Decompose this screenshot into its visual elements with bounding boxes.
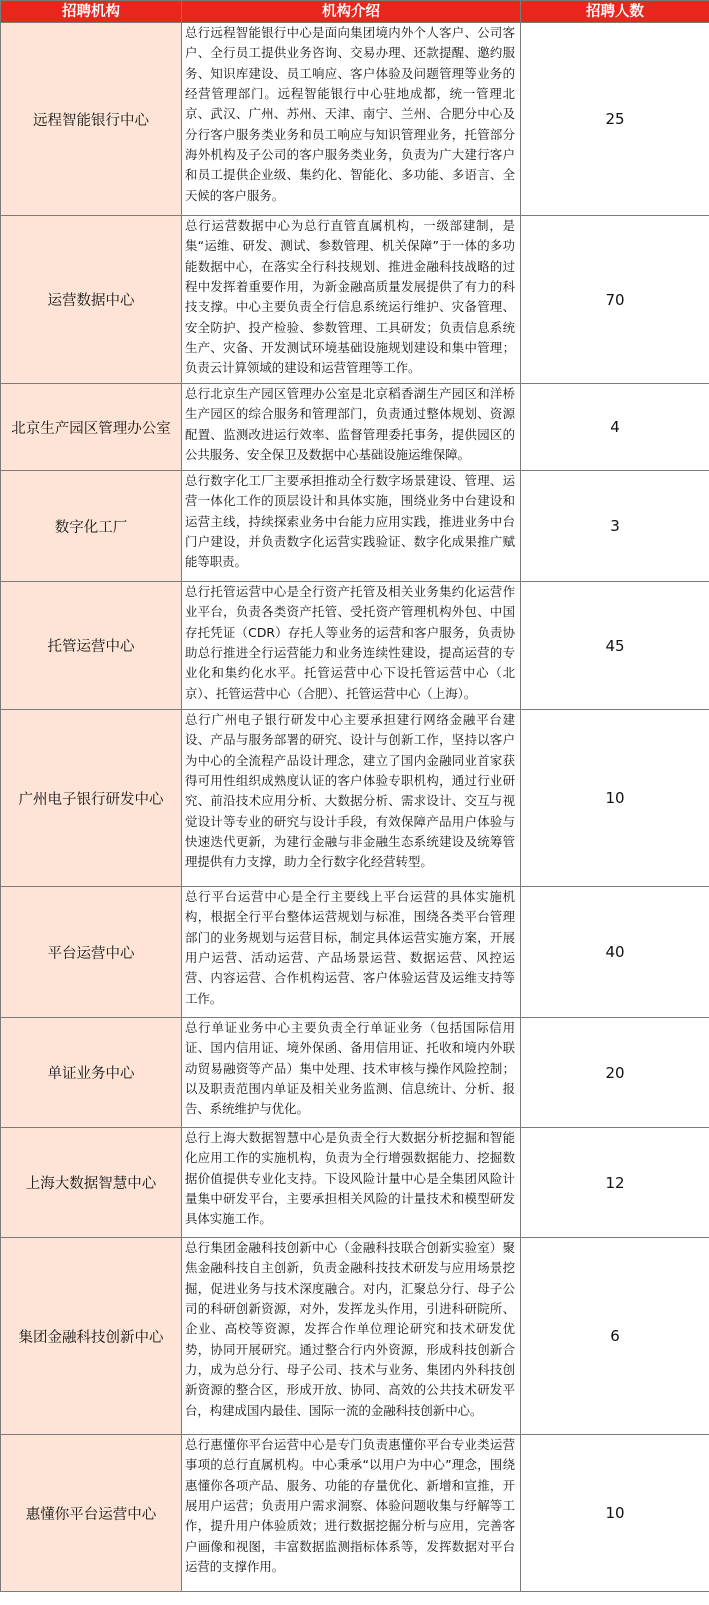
org-name: 惠懂你平台运营中心 bbox=[1, 1435, 182, 1592]
org-description: 总行广州电子银行研发中心主要承担建行网络金融平台建设、产品与服务部署的研究、设计与创新工作，坚持以客户为中心的全流程产品设计理念，建立了国内金融同业首家获得可用性组织成熟度认证的客户体验专职机构，通过行业研究、前沿技术应用分析、大数据分析、需求设计、交互与视觉设计等专业的研究与设计手段，有效保障产品用户体验与快速迭代更新，为建行金融与非金融生态系统建设及统筹管理提供有力支撑，助力全行数字化经营转型。 bbox=[182, 710, 521, 887]
hiring-count: 4 bbox=[521, 384, 709, 471]
org-name: 集团金融科技创新中心 bbox=[1, 1238, 182, 1435]
org-description: 总行北京生产园区管理办公室是北京稻香湖生产园区和洋桥生产园区的综合服务和管理部门，负责通过整体规划、资源配置、监测改进运行效率、监督管理委托事务，提供园区的公共服务、安全保卫及数据中心基础设施运维保障。 bbox=[182, 384, 521, 471]
org-name: 单证业务中心 bbox=[1, 1018, 182, 1128]
org-description: 总行远程智能银行中心是面向集团境内外个人客户、公司客户、全行员工提供业务咨询、交易办理、还款提醒、邀约服务、知识库建设、员工响应、客户体验及问题管理等业务的经营管理部门。远程智能银行中心驻地成都，统一管理北京、武汉、广州、苏州、天津、南宁、兰州、合肥分中心及分行客户服务类业务和员工响应与知识管理业务，托管部分海外机构及子公司的客户服务类业务，负责为广大建行客户和员工提供企业级、集约化、智能化、多功能、多语言、全天候的客户服务。 bbox=[182, 23, 521, 216]
hiring-count: 70 bbox=[521, 216, 709, 384]
table-row bbox=[1, 471, 709, 582]
table-row bbox=[1, 1018, 709, 1128]
org-name: 远程智能银行中心 bbox=[1, 23, 182, 216]
table-header-row bbox=[1, 1, 709, 23]
table-row bbox=[1, 23, 709, 216]
header-desc: 机构介绍 bbox=[182, 1, 521, 23]
table-row bbox=[1, 710, 709, 887]
header-org: 招聘机构 bbox=[1, 1, 182, 23]
org-name: 广州电子银行研发中心 bbox=[1, 710, 182, 887]
table-row bbox=[1, 384, 709, 471]
hiring-count: 10 bbox=[521, 710, 709, 887]
org-description: 总行惠懂你平台运营中心是专门负责惠懂你平台专业类运营事项的总行直属机构。中心秉承“以用户为中心”理念，围绕惠懂你各项产品、服务、功能的存量优化、新增和宣推，开展用户运营；负责用户需求洞察、体验问题收集与纾解等工作，提升用户体验质效；进行数据挖掘分析与应用，完善客户画像和视图，丰富数据监测指标体系等，发挥数据对平台运营的支撑作用。 bbox=[182, 1435, 521, 1592]
table-row bbox=[1, 582, 709, 710]
org-name: 运营数据中心 bbox=[1, 216, 182, 384]
hiring-count: 3 bbox=[521, 471, 709, 582]
org-description: 总行运营数据中心为总行直管直属机构，一级部建制，是集“运维、研发、测试、参数管理、机关保障”于一体的多功能数据中心，在落实全行科技规划、推进金融科技战略的过程中发挥着重要作用，为新金融高质量发展提供了有力的科技支撑。中心主要负责全行信息系统运行维护、灾备管理、安全防护、投产检验、参数管理、工具研发；负责信息系统生产、灾备、开发测试环境基础设施规划建设和集中管理；负责云计算领域的建设和运营管理等工作。 bbox=[182, 216, 521, 384]
table-row bbox=[1, 216, 709, 384]
org-description: 总行上海大数据智慧中心是负责全行大数据分析挖掘和智能化应用工作的实施机构，负责为全行增强数据能力、挖掘数据价值提供专业化支持。下设风险计量中心是全集团风险计量集中研发平台，主要承担相关风险的计量技术和模型研发具体实施工作。 bbox=[182, 1128, 521, 1238]
hiring-count: 10 bbox=[521, 1435, 709, 1592]
table-row bbox=[1, 887, 709, 1018]
org-name: 托管运营中心 bbox=[1, 582, 182, 710]
hiring-count: 12 bbox=[521, 1128, 709, 1238]
hiring-count: 40 bbox=[521, 887, 709, 1018]
org-description: 总行单证业务中心主要负责全行单证业务（包括国际信用证、国内信用证、境外保函、备用信用证、托收和境内外联动贸易融资等产品）集中处理、技术审核与操作风险控制；以及职责范围内单证及相关业务监测、信息统计、分析、报告、系统维护与优化。 bbox=[182, 1018, 521, 1128]
table-row bbox=[1, 1128, 709, 1238]
table-row bbox=[1, 1435, 709, 1592]
hiring-count: 20 bbox=[521, 1018, 709, 1128]
table-row bbox=[1, 1238, 709, 1435]
org-name: 北京生产园区管理办公室 bbox=[1, 384, 182, 471]
org-name: 平台运营中心 bbox=[1, 887, 182, 1018]
hiring-count: 6 bbox=[521, 1238, 709, 1435]
org-name: 上海大数据智慧中心 bbox=[1, 1128, 182, 1238]
org-description: 总行托管运营中心是全行资产托管及相关业务集约化运营作业平台，负责各类资产托管、受托资产管理机构外包、中国存托凭证（CDR）存托人等业务的运营和客户服务，负责协助总行推进全行运营能力和业务连续性建设，提高运营的专业化和集约化水平。托管运营中心下设托管运营中心（北京）、托管运营中心（合肥）、托管运营中心（上海）。 bbox=[182, 582, 521, 710]
org-description: 总行集团金融科技创新中心（金融科技联合创新实验室）聚焦金融科技自主创新，负责金融科技技术研发与应用场景挖掘，促进业务与技术深度融合。对内，汇聚总分行、母子公司的科研创新资源，对外，发挥龙头作用，引进科研院所、企业、高校等资源，发挥合作单位理论研究和技术研发优势，协同开展研究。通过整合行内外资源，形成科技创新合力，成为总分行、母子公司、技术与业务、集团内外科技创新资源的整合区，形成开放、协同、高效的公共技术研发平台，构建成国内最佳、国际一流的金融科技创新中心。 bbox=[182, 1238, 521, 1435]
hiring-count: 45 bbox=[521, 582, 709, 710]
org-name: 数字化工厂 bbox=[1, 471, 182, 582]
org-description: 总行数字化工厂主要承担推动全行数字场景建设、管理、运营一体化工作的顶层设计和具体实施，围绕业务中台建设和运营主线，持续探索业务中台能力应用实践，推进业务中台门户建设，并负责数字化运营实践验证、数字化成果推广赋能等职责。 bbox=[182, 471, 521, 582]
org-description: 总行平台运营中心是全行主要线上平台运营的具体实施机构，根据全行平台整体运营规划与标准，围绕各类平台管理部门的业务规划与运营目标，制定具体运营实施方案，开展用户运营、活动运营、产品场景运营、数据运营、风控运营、内容运营、合作机构运营、客户体验运营及运维支持等工作。 bbox=[182, 887, 521, 1018]
hiring-count: 25 bbox=[521, 23, 709, 216]
header-count: 招聘人数 bbox=[521, 1, 709, 23]
